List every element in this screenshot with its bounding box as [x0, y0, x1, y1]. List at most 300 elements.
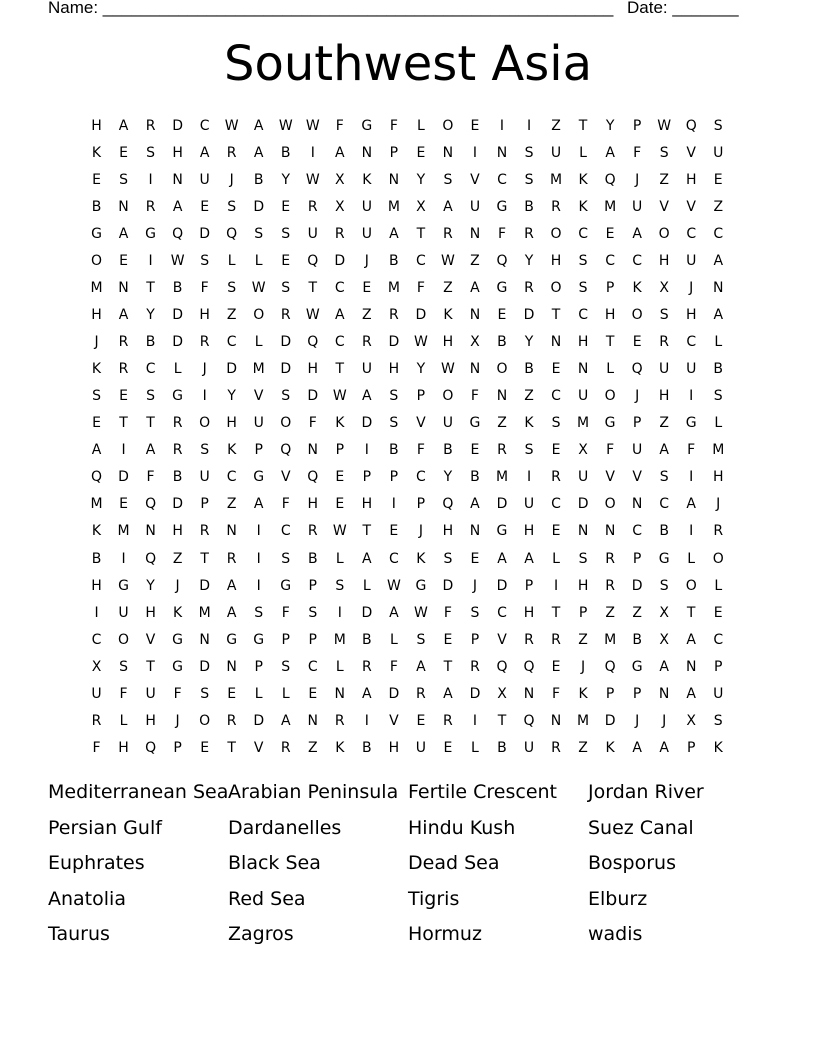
grid-letter: R: [551, 469, 561, 486]
grid-letter: R: [605, 577, 615, 594]
grid-letter: S: [227, 199, 237, 216]
grid-letter: N: [199, 631, 210, 648]
grid-letter: Z: [578, 631, 588, 648]
grid-letter: H: [91, 577, 102, 594]
grid-letter: S: [443, 550, 453, 567]
grid-letter: I: [472, 145, 478, 162]
grid-letter: J: [364, 253, 369, 270]
grid-letter: E: [335, 469, 345, 486]
grid-letter: R: [524, 280, 534, 297]
grid-letter: G: [631, 658, 643, 675]
grid-letter: R: [497, 442, 507, 459]
grid-letter: D: [118, 469, 129, 486]
grid-letter: N: [469, 307, 481, 324]
grid-letter: X: [91, 658, 102, 675]
grid-letter: F: [281, 604, 290, 621]
grid-letter: C: [334, 280, 345, 297]
grid-letter: P: [632, 415, 642, 432]
grid-letter: Q: [307, 469, 319, 486]
grid-letter: P: [362, 469, 372, 486]
grid-letter: I: [499, 118, 505, 134]
grid-letter: R: [416, 685, 426, 702]
grid-letter: L: [119, 712, 128, 729]
grid-letter: Q: [496, 253, 508, 270]
grid-letter: Q: [631, 361, 643, 378]
grid-letter: D: [280, 361, 292, 378]
grid-letter: Z: [226, 496, 237, 513]
grid-letter: Z: [307, 739, 318, 756]
grid-letter: Q: [307, 253, 319, 270]
grid-letter: M: [604, 199, 617, 216]
grid-letter: Q: [523, 712, 535, 729]
grid-letter: K: [713, 739, 723, 756]
grid-letter: K: [578, 172, 588, 189]
worksheet-header: [48, 0, 748, 20]
grid-letter: J: [202, 361, 207, 378]
grid-letter: S: [281, 658, 291, 675]
grid-letter: D: [199, 658, 211, 675]
grid-letter: K: [173, 604, 183, 621]
grid-letter: G: [91, 226, 102, 243]
grid-letter: L: [714, 334, 723, 351]
grid-letter: R: [470, 658, 480, 675]
grid-letter: M: [198, 604, 211, 621]
grid-letter: S: [281, 226, 291, 243]
grid-letter: B: [307, 550, 318, 567]
grid-letter: U: [307, 226, 318, 243]
grid-letter: A: [686, 631, 696, 648]
grid-letter: S: [335, 577, 345, 594]
word-list-item: wadis: [588, 923, 643, 945]
grid-letter: U: [91, 685, 102, 702]
grid-letter: W: [657, 118, 672, 134]
grid-letter: U: [199, 469, 210, 486]
grid-letter: F: [146, 469, 155, 486]
grid-letter: P: [632, 685, 642, 702]
grid-letter: E: [551, 361, 561, 378]
grid-letter: H: [361, 496, 373, 513]
word-list-item: Jordan River: [588, 781, 704, 803]
grid-letter: O: [91, 253, 103, 270]
grid-letter: D: [226, 361, 238, 378]
grid-letter: F: [416, 442, 425, 459]
grid-letter: U: [577, 388, 589, 405]
grid-letter: H: [91, 118, 102, 134]
grid-letter: J: [229, 172, 234, 189]
grid-letter: C: [686, 334, 697, 351]
grid-letter: C: [713, 226, 724, 243]
word-list-item: Dardanelles: [228, 816, 342, 839]
grid-letter: Q: [685, 118, 697, 134]
grid-letter: B: [389, 253, 399, 270]
grid-letter: D: [172, 334, 183, 351]
grid-letter: G: [415, 577, 427, 594]
grid-letter: K: [578, 685, 588, 702]
grid-letter: K: [91, 523, 102, 540]
grid-letter: S: [578, 280, 588, 297]
grid-letter: M: [495, 469, 509, 486]
grid-letter: U: [523, 496, 535, 513]
grid-letter: B: [470, 469, 480, 486]
grid-letter: J: [94, 334, 99, 351]
grid-letter: I: [526, 118, 532, 134]
grid-letter: M: [90, 280, 103, 297]
grid-letter: C: [307, 658, 318, 675]
grid-letter: G: [685, 415, 697, 432]
grid-letter: A: [659, 442, 669, 459]
grid-letter: A: [443, 199, 453, 216]
grid-letter: M: [577, 712, 590, 729]
grid-letter: U: [523, 739, 535, 756]
grid-letter: Q: [172, 226, 184, 243]
grid-letter: X: [335, 199, 345, 216]
word-list-item: Anatolia: [48, 887, 126, 910]
grid-letter: A: [389, 604, 399, 621]
grid-letter: X: [578, 442, 588, 459]
grid-letter: U: [361, 199, 372, 216]
grid-letter: G: [280, 577, 292, 594]
grid-letter: P: [173, 739, 182, 756]
grid-letter: X: [497, 685, 507, 702]
grid-letter: D: [469, 685, 481, 702]
grid-letter: Y: [281, 172, 291, 189]
grid-letter: Z: [659, 415, 669, 432]
grid-letter: H: [388, 361, 400, 378]
grid-letter: F: [200, 280, 209, 297]
grid-letter: C: [416, 253, 426, 270]
grid-letter: E: [443, 739, 453, 756]
grid-letter: R: [172, 415, 183, 432]
grid-letter: H: [226, 415, 237, 432]
grid-letter: C: [280, 523, 291, 540]
grid-letter: S: [416, 631, 426, 648]
grid-letter: F: [416, 280, 425, 297]
grid-letter: D: [523, 307, 535, 324]
grid-letter: B: [280, 145, 291, 162]
grid-letter: D: [172, 496, 183, 513]
grid-letter: N: [550, 712, 562, 729]
grid-letter: E: [119, 253, 128, 270]
grid-letter: A: [172, 199, 183, 216]
grid-letter: S: [146, 388, 156, 405]
grid-letter: R: [388, 307, 399, 324]
grid-letter: R: [605, 550, 615, 567]
grid-letter: C: [91, 631, 102, 648]
grid-letter: S: [524, 442, 534, 459]
grid-letter: N: [577, 361, 589, 378]
grid-letter: G: [361, 118, 373, 134]
grid-letter: R: [280, 307, 291, 324]
grid-letter: Z: [443, 280, 453, 297]
grid-letter: W: [441, 361, 455, 378]
grid-letter: H: [658, 388, 670, 405]
grid-letter: B: [362, 631, 372, 648]
grid-letter: H: [307, 496, 319, 513]
grid-letter: C: [686, 226, 697, 243]
grid-letter: R: [524, 631, 534, 648]
grid-letter: S: [443, 172, 453, 189]
grid-letter: G: [496, 280, 508, 297]
grid-letter: R: [334, 226, 345, 243]
grid-letter: J: [662, 712, 667, 729]
grid-letter: T: [227, 739, 236, 756]
grid-letter: H: [685, 307, 697, 324]
grid-letter: Y: [227, 388, 236, 405]
grid-letter: R: [443, 226, 453, 243]
grid-letter: S: [308, 604, 318, 621]
grid-letter: O: [442, 388, 454, 405]
grid-letter: Q: [496, 658, 508, 675]
word-list-item: Mediterranean Sea: [48, 781, 229, 803]
grid-letter: R: [307, 523, 318, 540]
grid-letter: O: [685, 577, 697, 594]
grid-letter: P: [714, 658, 723, 675]
grid-letter: A: [226, 577, 237, 594]
grid-letter: Z: [524, 388, 534, 405]
grid-letter: P: [686, 739, 696, 756]
grid-letter: F: [308, 415, 317, 432]
grid-letter: M: [90, 496, 103, 513]
grid-letter: V: [145, 631, 156, 648]
grid-letter: A: [524, 550, 534, 567]
grid-letter: Z: [578, 739, 588, 756]
grid-letter: Z: [362, 307, 372, 324]
grid-letter: R: [199, 334, 210, 351]
grid-letter: O: [658, 226, 670, 243]
grid-letter: S: [200, 253, 210, 270]
grid-letter: S: [659, 469, 669, 486]
grid-letter: E: [389, 523, 399, 540]
grid-letter: W: [278, 118, 293, 134]
grid-letter: O: [199, 712, 211, 729]
grid-letter: D: [496, 496, 508, 513]
grid-letter: I: [94, 604, 99, 621]
grid-letter: E: [119, 145, 128, 162]
grid-letter: A: [253, 145, 264, 162]
grid-letter: P: [524, 577, 534, 594]
grid-letter: L: [335, 658, 344, 675]
grid-letter: N: [577, 523, 589, 540]
grid-letter: I: [526, 469, 532, 486]
grid-letter: T: [578, 118, 588, 134]
grid-letter: H: [199, 307, 210, 324]
grid-letter: C: [497, 604, 507, 621]
word-list-item: Arabian Peninsula: [228, 781, 399, 803]
grid-letter: C: [145, 361, 156, 378]
grid-letter: J: [175, 577, 180, 594]
grid-letter: O: [253, 307, 265, 324]
grid-letter: T: [416, 226, 426, 243]
grid-letter: F: [173, 685, 182, 702]
grid-letter: D: [199, 577, 211, 594]
grid-letter: E: [281, 199, 291, 216]
grid-letter: S: [200, 685, 210, 702]
grid-letter: B: [91, 199, 102, 216]
grid-letter: Q: [91, 469, 103, 486]
grid-letter: R: [118, 361, 129, 378]
grid-letter: C: [578, 226, 588, 243]
grid-letter: L: [254, 334, 263, 351]
grid-letter: C: [713, 631, 724, 648]
grid-letter: R: [361, 658, 372, 675]
grid-letter: E: [470, 442, 480, 459]
grid-letter: N: [307, 712, 318, 729]
grid-letter: J: [635, 712, 640, 729]
grid-letter: K: [524, 415, 534, 432]
grid-letter: P: [281, 631, 290, 648]
grid-letter: A: [686, 496, 696, 513]
grid-letter: Q: [604, 172, 616, 189]
grid-letter: C: [416, 469, 426, 486]
grid-letter: J: [635, 388, 640, 405]
grid-letter: D: [361, 415, 373, 432]
grid-letter: W: [170, 253, 185, 270]
grid-letter: N: [658, 685, 670, 702]
grid-letter: N: [388, 172, 400, 189]
grid-letter: W: [413, 604, 428, 621]
grid-letter: Q: [442, 496, 454, 513]
word-list-item: Taurus: [48, 923, 110, 945]
grid-letter: C: [497, 172, 507, 189]
word-list-item: Black Sea: [228, 852, 321, 874]
grid-letter: H: [604, 307, 616, 324]
grid-letter: P: [254, 442, 263, 459]
grid-letter: A: [253, 118, 264, 134]
grid-letter: Z: [659, 172, 669, 189]
grid-letter: L: [552, 550, 560, 567]
grid-letter: Z: [497, 415, 507, 432]
grid-letter: D: [415, 307, 427, 324]
grid-letter: S: [578, 253, 588, 270]
grid-letter: I: [689, 469, 694, 486]
grid-letter: D: [361, 604, 373, 621]
grid-letter: N: [469, 226, 481, 243]
grid-letter: K: [578, 199, 588, 216]
grid-letter: T: [308, 280, 318, 297]
grid-letter: O: [550, 280, 562, 297]
grid-letter: S: [578, 550, 588, 567]
grid-letter: M: [577, 415, 590, 432]
letter-grid: [83, 113, 732, 762]
grid-letter: H: [118, 739, 129, 756]
grid-letter: I: [256, 523, 261, 540]
grid-letter: P: [254, 658, 263, 675]
grid-letter: I: [121, 442, 126, 459]
grid-letter: X: [335, 172, 345, 189]
grid-letter: U: [713, 685, 724, 702]
grid-letter: X: [659, 631, 669, 648]
grid-letter: R: [524, 226, 534, 243]
grid-letter: B: [659, 523, 669, 540]
grid-letter: Z: [470, 253, 480, 270]
grid-letter: B: [362, 739, 372, 756]
grid-letter: S: [254, 226, 264, 243]
date-field-label: Date: _______: [627, 0, 739, 17]
grid-letter: U: [713, 145, 724, 162]
grid-letter: G: [118, 577, 129, 594]
grid-letter: V: [497, 631, 507, 648]
grid-letter: W: [305, 118, 320, 134]
grid-letter: L: [606, 361, 615, 378]
grid-letter: E: [119, 496, 128, 513]
grid-letter: B: [389, 442, 399, 459]
grid-letter: C: [659, 496, 670, 513]
grid-letter: C: [632, 523, 643, 540]
grid-letter: R: [551, 739, 561, 756]
grid-letter: W: [251, 280, 266, 297]
grid-letter: U: [361, 361, 372, 378]
grid-letter: O: [442, 118, 454, 134]
grid-letter: N: [550, 334, 562, 351]
grid-letter: V: [605, 469, 615, 486]
grid-letter: D: [388, 685, 400, 702]
word-list-item: Zagros: [228, 923, 294, 945]
grid-letter: I: [256, 577, 261, 594]
grid-letter: S: [119, 658, 128, 675]
grid-letter: D: [388, 334, 400, 351]
grid-letter: Q: [145, 739, 157, 756]
grid-letter: U: [361, 226, 372, 243]
grid-letter: P: [632, 118, 642, 134]
grid-letter: O: [550, 226, 562, 243]
grid-letter: H: [442, 334, 454, 351]
grid-letter: Z: [551, 118, 561, 134]
grid-letter: T: [335, 361, 345, 378]
grid-letter: K: [91, 361, 102, 378]
grid-letter: N: [469, 361, 481, 378]
grid-letter: M: [387, 199, 400, 216]
grid-letter: F: [119, 685, 128, 702]
grid-letter: I: [310, 145, 315, 162]
grid-letter: E: [362, 280, 372, 297]
grid-letter: U: [442, 415, 454, 432]
grid-letter: X: [659, 280, 669, 297]
grid-letter: D: [253, 199, 265, 216]
grid-letter: I: [148, 253, 153, 270]
grid-letter: A: [335, 307, 345, 324]
grid-letter: I: [148, 172, 153, 189]
grid-letter: D: [280, 334, 292, 351]
grid-letter: X: [659, 604, 669, 621]
grid-letter: W: [332, 388, 347, 405]
grid-letter: M: [252, 361, 265, 378]
grid-letter: G: [172, 658, 184, 675]
grid-letter: O: [496, 361, 508, 378]
grid-letter: I: [689, 388, 694, 405]
grid-letter: S: [551, 415, 561, 432]
grid-letter: C: [605, 253, 615, 270]
grid-letter: C: [388, 550, 399, 567]
grid-letter: E: [470, 118, 480, 134]
grid-letter: B: [172, 469, 183, 486]
grid-letter: B: [172, 280, 183, 297]
grid-letter: Q: [280, 442, 292, 459]
grid-letter: W: [441, 253, 455, 270]
grid-letter: D: [307, 388, 319, 405]
grid-letter: V: [470, 172, 480, 189]
grid-letter: U: [686, 253, 697, 270]
grid-letter: R: [713, 523, 724, 540]
grid-letter: W: [332, 523, 347, 540]
grid-letter: L: [281, 685, 290, 702]
grid-letter: R: [334, 712, 345, 729]
grid-letter: U: [632, 199, 643, 216]
grid-letter: P: [308, 577, 317, 594]
grid-letter: S: [281, 550, 291, 567]
grid-letter: H: [523, 604, 535, 621]
grid-letter: A: [389, 226, 399, 243]
grid-letter: E: [551, 658, 561, 675]
